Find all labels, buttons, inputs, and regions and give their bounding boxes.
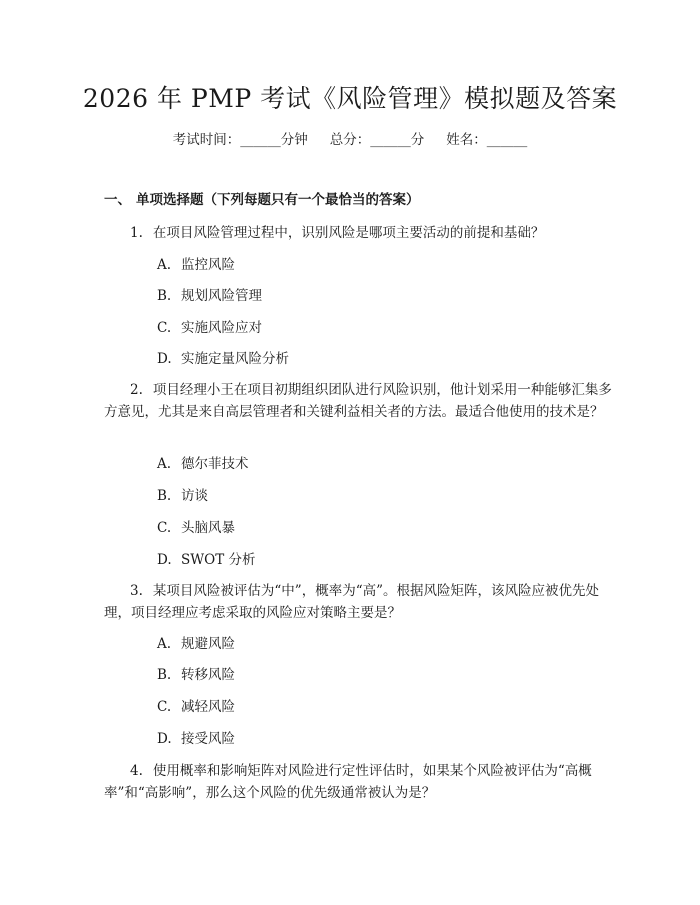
question-number: 3. bbox=[130, 583, 143, 599]
option-text: SWOT 分析 bbox=[181, 552, 256, 568]
section-number: 一、 bbox=[104, 192, 131, 208]
question-1 bbox=[104, 222, 614, 244]
question-text: 项目经理小王在项目初期组织团队进行风险识别，他计划采用一种能够汇集多方意见，尤其是来自高层管理者和关键利益相关者的方法。最适合他使用的技术是？ bbox=[104, 382, 612, 420]
exam-time-field: 考试时间：______分钟 bbox=[172, 132, 308, 148]
question-number: 4. bbox=[130, 763, 143, 779]
total-score-field: 总分：______分 bbox=[329, 132, 425, 148]
question-3 bbox=[104, 580, 614, 624]
option-3-d bbox=[157, 729, 235, 749]
question-text: 使用概率和影响矩阵对风险进行定性评估时，如果某个风险被评估为“高概率”和“高影响”，那么这个风险的优先级通常被认为是？ bbox=[104, 763, 592, 801]
question-text: 在项目风险管理过程中，识别风险是哪项主要活动的前提和基础？ bbox=[152, 225, 545, 241]
option-letter: D. bbox=[157, 552, 172, 568]
option-3-c bbox=[157, 697, 235, 717]
option-text: 规划风险管理 bbox=[181, 288, 262, 304]
option-3-b bbox=[157, 665, 235, 685]
option-text: 实施定量风险分析 bbox=[181, 351, 289, 367]
option-letter: C. bbox=[157, 520, 172, 536]
option-text: 减轻风险 bbox=[181, 699, 235, 715]
question-number: 1. bbox=[130, 225, 143, 241]
question-text: 某项目风险被评估为“中”，概率为“高”。根据风险矩阵，该风险应被优先处理，项目经理应考虑采取的风险应对策略主要是？ bbox=[104, 583, 599, 621]
option-text: 访谈 bbox=[181, 488, 208, 504]
option-letter: D. bbox=[157, 351, 172, 367]
option-2-b bbox=[157, 486, 208, 506]
option-text: 规避风险 bbox=[181, 636, 235, 652]
option-1-a bbox=[157, 255, 235, 275]
option-letter: A. bbox=[157, 257, 172, 273]
option-text: 监控风险 bbox=[181, 257, 235, 273]
option-letter: A. bbox=[157, 636, 172, 652]
option-1-d bbox=[157, 349, 289, 369]
option-3-a bbox=[157, 634, 235, 654]
option-2-a bbox=[157, 454, 249, 474]
option-1-b bbox=[157, 286, 262, 306]
option-text: 头脑风暴 bbox=[181, 520, 235, 536]
option-2-d bbox=[157, 550, 256, 570]
option-letter: B. bbox=[157, 288, 172, 304]
option-letter: C. bbox=[157, 320, 172, 336]
section-title: 单项选择题（下列每题只有一个最恰当的答案） bbox=[136, 192, 420, 208]
option-letter: B. bbox=[157, 488, 172, 504]
option-2-c bbox=[157, 518, 235, 538]
option-1-c bbox=[157, 318, 262, 338]
option-letter: A. bbox=[157, 456, 172, 472]
option-letter: D. bbox=[157, 731, 172, 747]
option-text: 德尔菲技术 bbox=[181, 456, 249, 472]
question-number: 2. bbox=[130, 382, 143, 398]
name-field: 姓名：______ bbox=[446, 132, 528, 148]
option-text: 转移风险 bbox=[181, 667, 235, 683]
option-letter: C. bbox=[157, 699, 172, 715]
option-text: 接受风险 bbox=[181, 731, 235, 747]
document-title: 2026 年 PMP 考试《风险管理》模拟题及答案 bbox=[82, 84, 618, 113]
question-4 bbox=[104, 760, 614, 804]
exam-meta-line bbox=[0, 130, 700, 150]
option-text: 实施风险应对 bbox=[181, 320, 262, 336]
question-2 bbox=[104, 379, 614, 423]
section-heading bbox=[104, 190, 420, 210]
option-letter: B. bbox=[157, 667, 172, 683]
